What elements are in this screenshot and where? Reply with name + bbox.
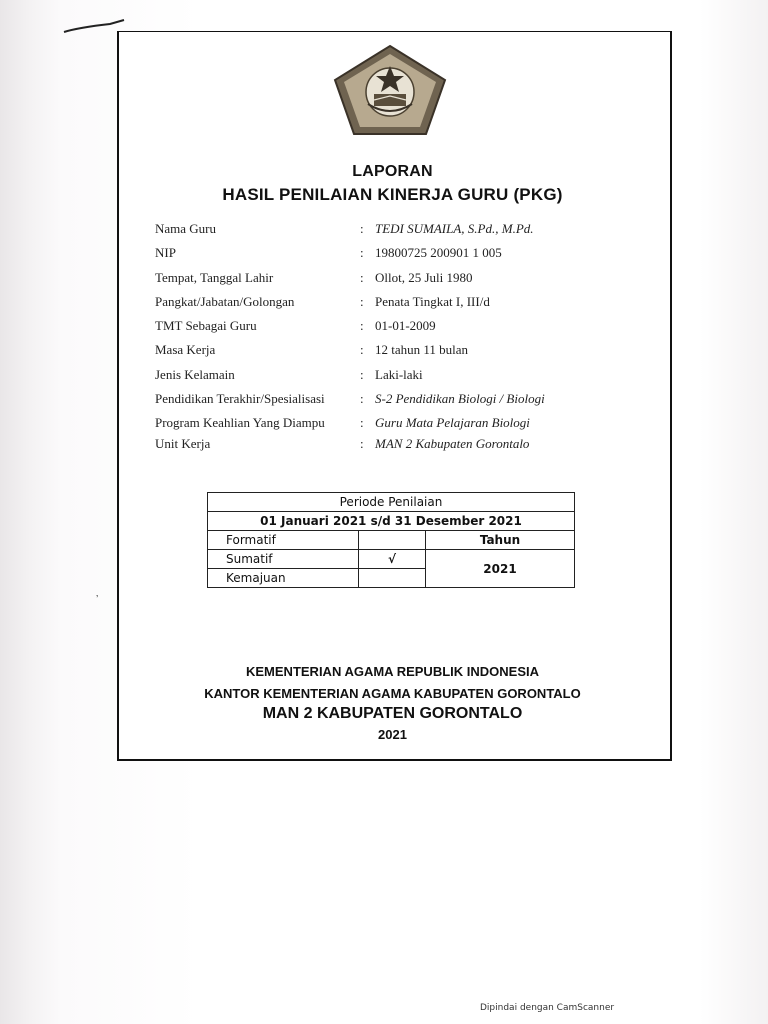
scan-mark: ‚ (96, 588, 99, 599)
info-value: Guru Mata Pelajaran Biologi (375, 415, 530, 431)
info-row-unit-kerja (155, 436, 615, 454)
info-row-pendidikan (155, 387, 615, 411)
info-label: Tempat, Tanggal Lahir (155, 269, 274, 285)
info-colon: : (360, 435, 364, 451)
info-value: 01-01-2009 (375, 318, 436, 334)
period-type-label: Kemajuan (208, 569, 359, 588)
period-type-check (359, 569, 426, 588)
report-year: 2021 (378, 727, 407, 742)
info-value: 19800725 200901 1 005 (375, 245, 502, 261)
info-colon: : (360, 221, 364, 236)
info-value: Ollot, 25 Juli 1980 (375, 269, 473, 285)
info-row-tmt (155, 314, 615, 338)
info-row-pangkat (155, 290, 615, 314)
info-label: Pendidikan Terakhir/Spesialisasi (155, 391, 325, 407)
info-colon: : (360, 366, 364, 382)
info-label: Nama Guru (155, 221, 217, 236)
period-type-label: Formatif (208, 531, 359, 550)
info-value: S-2 Pendidikan Biologi / Biologi (375, 391, 545, 407)
info-label: NIP (155, 245, 176, 261)
info-label: Program Keahlian Yang Diampu (155, 415, 325, 431)
info-value: TEDI SUMAILA, S.Pd., M.Pd. (375, 221, 534, 236)
info-value: 12 tahun 11 bulan (375, 342, 469, 358)
info-colon: : (360, 245, 364, 261)
info-label: Unit Kerja (155, 435, 211, 451)
year-value: 2021 (426, 550, 575, 588)
year-header: Tahun (426, 531, 575, 550)
info-row-jenis-kelamin (155, 363, 615, 387)
info-label: Jenis Kelamain (155, 366, 235, 382)
kemenag-emblem-icon (333, 44, 447, 136)
teacher-info (155, 217, 615, 454)
school-name: MAN 2 KABUPATEN GORONTALO (262, 705, 523, 722)
info-row-nip (155, 241, 615, 265)
ministry-name: KEMENTERIAN AGAMA REPUBLIK INDONESIA (246, 664, 539, 679)
info-row-ttl (155, 266, 615, 290)
scanner-watermark: Dipindai dengan CamScanner (480, 1003, 615, 1013)
info-value: MAN 2 Kabupaten Gorontalo (375, 435, 530, 451)
period-type-check (359, 531, 426, 550)
info-colon: : (360, 391, 364, 407)
info-label: Masa Kerja (155, 342, 216, 358)
info-colon: : (360, 415, 364, 431)
info-row-masa-kerja (155, 338, 615, 362)
assessment-period-table (207, 492, 575, 588)
info-value: Penata Tingkat I, III/d (375, 293, 490, 309)
office-name: KANTOR KEMENTERIAN AGAMA KABUPATEN GORONTALO (204, 686, 581, 701)
info-label: TMT Sebagai Guru (155, 318, 257, 334)
info-label: Pangkat/Jabatan/Golongan (155, 293, 295, 309)
period-type-label: Sumatif (208, 550, 359, 569)
info-colon: : (360, 342, 364, 358)
info-colon: : (360, 318, 364, 334)
report-title: LAPORAN (352, 163, 433, 180)
period-type-check: √ (359, 550, 426, 569)
info-colon: : (360, 293, 364, 309)
info-row-program (155, 411, 615, 435)
info-row-nama (155, 217, 615, 241)
report-subtitle: HASIL PENILAIAN KINERJA GURU (PKG) (222, 185, 563, 204)
info-value: Laki-laki (375, 366, 423, 382)
period-range: 01 Januari 2021 s/d 31 Desember 2021 (208, 512, 575, 531)
period-header: Periode Penilaian (208, 493, 575, 512)
info-colon: : (360, 269, 364, 285)
